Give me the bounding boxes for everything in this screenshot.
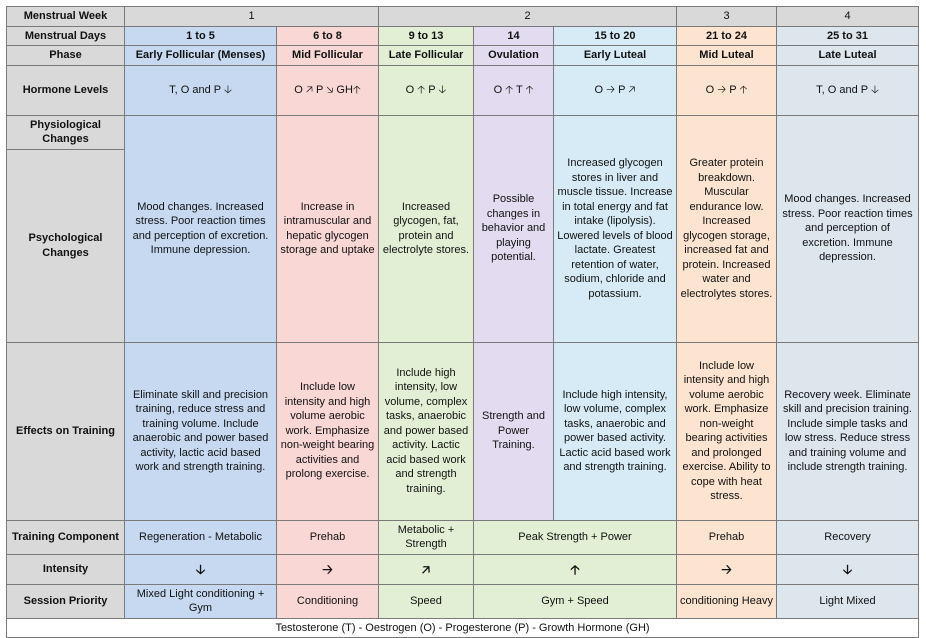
menstrual-cycle-training-table	[6, 6, 919, 638]
component-row	[7, 520, 919, 554]
component-cell: Prehab	[677, 520, 777, 554]
phase-cell: Mid Luteal	[677, 46, 777, 66]
effects-cell: Include low intensity and high volume aerobic work. Emphasize non-weight bearing activities and prolong exercise.	[277, 342, 379, 520]
phase-cell: Late Luteal	[777, 46, 919, 66]
effects-cell: Eliminate skill and precision training, reduce stress and training volume. Include anaerobic and power based activity, lactic acid based work and strength training.	[125, 342, 277, 520]
days-cell: 14	[474, 26, 554, 46]
week-3-header: 3	[677, 7, 777, 27]
row-label-priority: Session Priority	[7, 584, 125, 618]
changes-cell: Mood changes. Increased stress. Poor reaction times and perception of excretion. Immune depression.	[777, 115, 919, 342]
priority-row	[7, 584, 919, 618]
days-cell: 9 to 13	[379, 26, 474, 46]
priority-cell: Speed	[379, 584, 474, 618]
days-cell: 1 to 5	[125, 26, 277, 46]
row-label-intensity: Intensity	[7, 554, 125, 584]
hormone-cell: O 🡡 T 🡡	[474, 65, 554, 115]
priority-cell: Light Mixed	[777, 584, 919, 618]
week-4-header: 4	[777, 7, 919, 27]
arrow-up-right-icon: 🡥	[379, 554, 474, 584]
week-1-header: 1	[125, 7, 379, 27]
component-cell: Prehab	[277, 520, 379, 554]
hormone-cell: T, O and P 🡣	[777, 65, 919, 115]
physiological-row	[7, 115, 919, 149]
row-label-effects: Effects on Training	[7, 342, 125, 520]
phase-cell: Late Follicular	[379, 46, 474, 66]
component-cell: Recovery	[777, 520, 919, 554]
priority-cell: conditioning Heavy	[677, 584, 777, 618]
row-label-hormones: Hormone Levels	[7, 65, 125, 115]
component-cell: Peak Strength + Power	[474, 520, 677, 554]
row-label-psychological: Psychological Changes	[7, 149, 125, 342]
changes-cell: Increase in intramuscular and hepatic glycogen storage and uptake	[277, 115, 379, 342]
row-label-phase: Phase	[7, 46, 125, 66]
phase-cell: Early Luteal	[554, 46, 677, 66]
priority-cell: Conditioning	[277, 584, 379, 618]
effects-cell: Include low intensity and high volume aerobic work. Emphasize non-weight bearing activities and prolonged exercise. Ability to cope with heat stress.	[677, 342, 777, 520]
changes-cell: Mood changes. Increased stress. Poor reaction times and perception of excretion. Immune depression.	[125, 115, 277, 342]
hormone-cell: O 🡢 P 🡥	[554, 65, 677, 115]
days-cell: 6 to 8	[277, 26, 379, 46]
row-label-component: Training Component	[7, 520, 125, 554]
hormone-cell: T, O and P 🡣	[125, 65, 277, 115]
days-cell: 21 to 24	[677, 26, 777, 46]
effects-cell: Include high intensity, low volume, complex tasks, anaerobic and power based activity. Lactic acid based work and strength training.	[379, 342, 474, 520]
legend-row	[7, 618, 919, 638]
hormone-row	[7, 65, 919, 115]
effects-cell: Include high intensity, low volume, complex tasks, anaerobic and power based activity. Lactic acid based work and strength training.	[554, 342, 677, 520]
changes-cell: Possible changes in behavior and playing potential.	[474, 115, 554, 342]
arrow-down-icon: 🡣	[125, 554, 277, 584]
changes-cell: Greater protein breakdown. Muscular endurance low. Increased glycogen storage, increased fat and protein. Increased water and electrolytes stores.	[677, 115, 777, 342]
week-row	[7, 7, 919, 27]
priority-cell: Mixed Light conditioning + Gym	[125, 584, 277, 618]
row-label-physiological: Physiological Changes	[7, 115, 125, 149]
phase-row	[7, 46, 919, 66]
arrow-right-icon: 🡢	[277, 554, 379, 584]
effects-cell: Recovery week. Eliminate skill and precision training. Include simple tasks and low stress. Reduce stress and training volume and include strength training.	[777, 342, 919, 520]
phase-cell: Mid Follicular	[277, 46, 379, 66]
hormone-cell: O 🡡 P 🡣	[379, 65, 474, 115]
days-row	[7, 26, 919, 46]
component-cell: Metabolic + Strength	[379, 520, 474, 554]
row-label-days: Menstrual Days	[7, 26, 125, 46]
arrow-down-icon: 🡣	[777, 554, 919, 584]
effects-cell: Strength and Power Training.	[474, 342, 554, 520]
arrow-up-icon: 🡡	[474, 554, 677, 584]
row-label-week: Menstrual Week	[7, 7, 125, 27]
hormone-cell: O 🡢 P 🡡	[677, 65, 777, 115]
days-cell: 25 to 31	[777, 26, 919, 46]
hormone-legend: Testosterone (T) - Oestrogen (O) - Progesterone (P) - Growth Hormone (GH)	[7, 618, 919, 638]
week-2-header: 2	[379, 7, 677, 27]
changes-cell: Increased glycogen stores in liver and muscle tissue. Increase in total energy and fat intake (lipolysis). Lowered levels of blood lactate. Greatest retention of water, sodium, chloride and potassium.	[554, 115, 677, 342]
phase-cell: Early Follicular (Menses)	[125, 46, 277, 66]
changes-cell: Increased glycogen, fat, protein and electrolyte stores.	[379, 115, 474, 342]
arrow-right-icon: 🡢	[677, 554, 777, 584]
days-cell: 15 to 20	[554, 26, 677, 46]
component-cell: Regeneration - Metabolic	[125, 520, 277, 554]
effects-row	[7, 342, 919, 520]
hormone-cell: O 🡥 P 🡦 GH🡡	[277, 65, 379, 115]
intensity-row	[7, 554, 919, 584]
priority-cell: Gym + Speed	[474, 584, 677, 618]
phase-cell: Ovulation	[474, 46, 554, 66]
